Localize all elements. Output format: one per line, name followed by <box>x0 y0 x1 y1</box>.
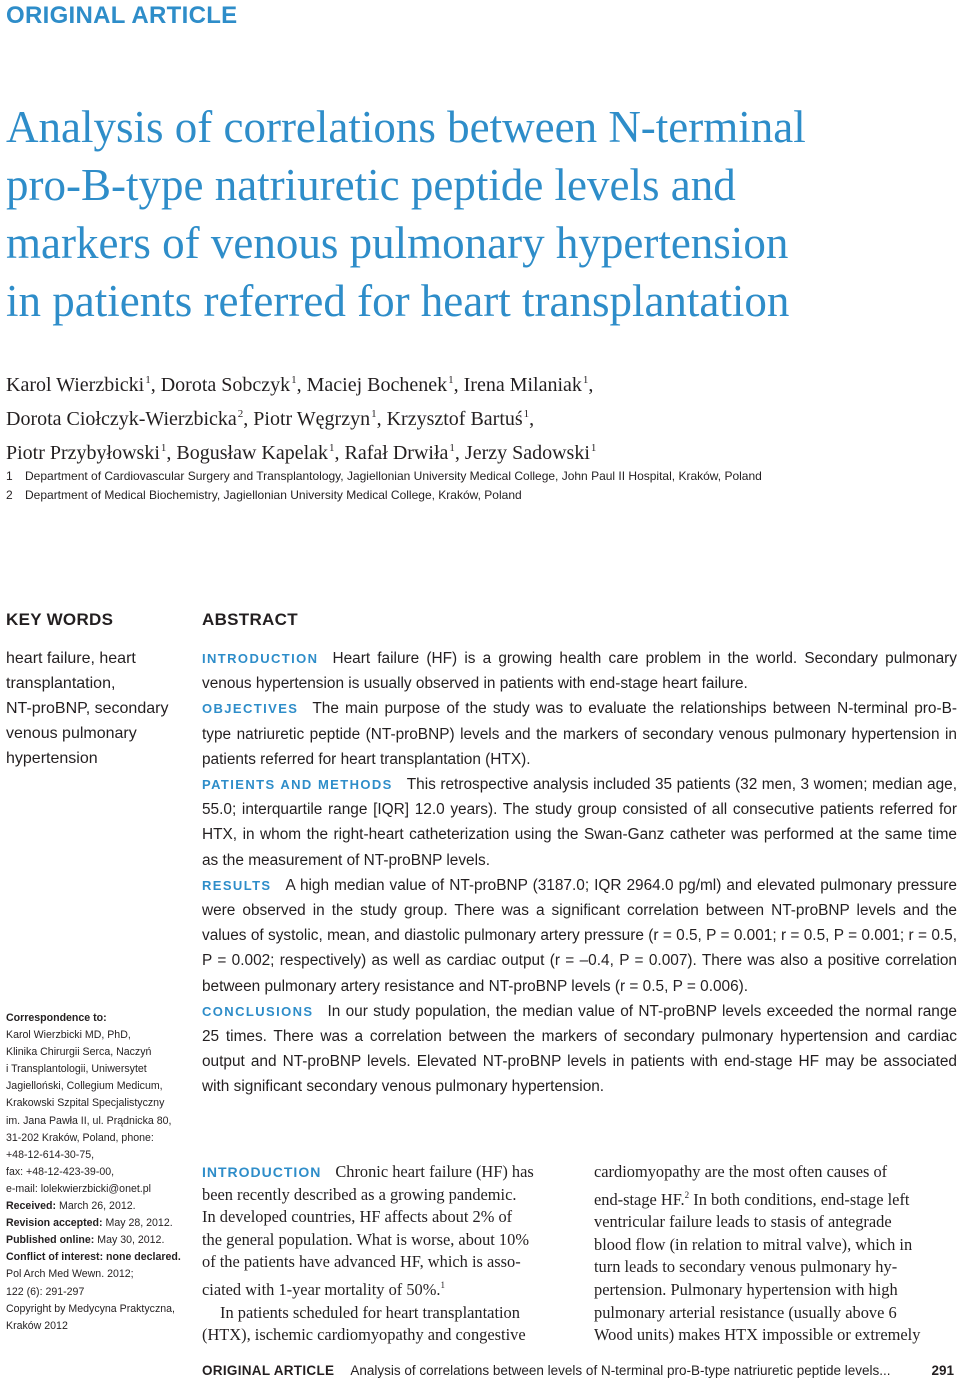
page-footer <box>202 1363 954 1378</box>
correspondence-line: im. Jana Pawła II, ul. Prądnicka 80, <box>6 1114 172 1127</box>
published-label: Published online: <box>6 1234 95 1247</box>
body-line: pertension. Pulmonary hypertension with high <box>594 1279 898 1299</box>
keywords-heading: KEY WORDS <box>6 610 114 629</box>
received-value: March 26, 2012. <box>59 1200 136 1213</box>
affiliation-text: Department of Medical Biochemistry, Jagiellonian University Medical College, Kraków, Poland <box>25 488 522 502</box>
author-name: Maciej Bochenek <box>306 374 448 396</box>
author-affiliation: 1 <box>449 442 455 454</box>
author-name: Karol Wierzbicki <box>6 374 145 396</box>
author-name: Jerzy Sadowski <box>464 442 590 464</box>
body-line: turn leads to secondary venous pulmonary hy- <box>594 1257 898 1277</box>
author-affiliation: 2 <box>237 408 244 420</box>
abstract-section-methods <box>202 772 957 873</box>
page-number: 291 <box>931 1363 954 1378</box>
author-affiliation: 1 <box>291 374 297 386</box>
author-name: Rafał Drwiła <box>344 442 449 464</box>
keyword-line: transplantation, <box>6 675 116 692</box>
abstract-section-text: A high median value of NT-proBNP (3187.0; IQR 2964.0 pg/ml) and elevated pulmonary pressure were observed in the study group. There was a significant correlation between NT-proBNP levels and the values of systolic, mean, and diastolic pulmonary artery pressure (r = 0.5, P = 0.001; r = 0.5, P = 0.001; r = 0.5, P = 0.002; respectively) as well as cardiac output (r = –0.4, P = 0.007). There was also a positive correlation between pulmonary artery resistance and NT-proBNP levels (r = 0.5, P = 0.006). <box>202 876 957 995</box>
body-line: been recently described as a growing pandemic. <box>202 1184 517 1204</box>
abstract-section-label: PATIENTS AND METHODS <box>202 777 393 793</box>
abstract-section-label: INTRODUCTION <box>202 651 319 666</box>
correspondence-email[interactable]: e-mail: lolekwierzbicki@onet.pl <box>6 1182 151 1195</box>
correspondence-line: Klinika Chirurgii Serca, Naczyń <box>6 1046 152 1059</box>
correspondence-line: Krakowski Szpital Specjalistyczny <box>6 1097 165 1110</box>
keywords-list <box>6 646 176 771</box>
reference-marker[interactable]: 2 <box>684 1189 690 1200</box>
body-column-left <box>202 1161 566 1347</box>
affiliation-number: 2 <box>6 488 13 502</box>
body-line: the general population. What is worse, about 10% <box>202 1229 529 1249</box>
abstract-body <box>202 646 957 1100</box>
received-date <box>6 1198 181 1215</box>
published-value: May 30, 2012. <box>97 1234 165 1247</box>
body-line: of the patients have advanced HF, which is asso- <box>202 1252 521 1272</box>
abstract-section-results <box>202 873 957 999</box>
body-line: In patients scheduled for heart transplantation <box>220 1302 520 1322</box>
article-title <box>6 98 946 330</box>
body-text: Chronic heart failure (HF) has <box>335 1162 534 1181</box>
correspondence-heading: Correspondence to: <box>6 1012 107 1024</box>
body-line: (HTX), ischemic cardiomyopathy and congestive <box>202 1325 526 1345</box>
abstract-section-text: Heart failure (HF) is a growing health care problem in the world. Secondary pulmonary venous hypertension is usually observed in patients with end-stage heart failure. <box>202 650 957 693</box>
author-affiliation: 1 <box>582 374 589 386</box>
title-line: pro-B-type natriuretic peptide levels and <box>6 160 736 210</box>
keyword-line: venous pulmonary <box>6 725 137 742</box>
author-name: Dorota Ciołczyk-Wierzbicka <box>6 408 237 430</box>
title-line: markers of venous pulmonary hypertension <box>6 218 789 268</box>
received-label: Received: <box>6 1200 57 1213</box>
affiliation-item <box>6 467 956 486</box>
body-line: blood flow (in relation to mitral valve), which in <box>594 1234 913 1254</box>
body-line <box>202 1161 566 1184</box>
body-text: end-stage HF. <box>594 1189 685 1209</box>
correspondence-line: 31-202 Kraków, Poland, phone: <box>6 1131 154 1144</box>
author-affiliation: 1 <box>371 408 377 420</box>
author-affiliation: 1 <box>160 442 167 454</box>
affiliation-item <box>6 486 956 505</box>
keyword-line: heart failure, heart <box>6 650 136 667</box>
correspondence-line: +48-12-614-30-75, <box>6 1148 95 1161</box>
abstract-section-objectives <box>202 696 957 772</box>
author-name: Dorota Sobczyk <box>160 374 291 396</box>
abstract-section-text: The main purpose of the study was to evaluate the relationships between N-terminal pro-B-type natriuretic peptide (NT-proBNP) levels and the markers of secondary venous pulmonary hypertension in patients referred for heart transplantation (HTX). <box>202 700 957 768</box>
body-line: Wood units) makes HTX impossible or extremely <box>594 1325 921 1345</box>
keyword-line: NT-proBNP, secondary <box>6 700 169 717</box>
abstract-section-label: CONCLUSIONS <box>202 1003 314 1019</box>
body-column-right <box>594 1161 958 1347</box>
author-line: Dorota Ciołczyk-Wierzbicka$^2$, Piotr Węgrzyn$^1$, Krzysztof Bartuś$^1$, <box>6 408 535 430</box>
section-label: ORIGINAL ARTICLE <box>6 2 238 29</box>
author-name: Krzysztof Bartuś <box>386 408 523 430</box>
author-name: Bogusław Kapelak <box>176 442 329 464</box>
body-line: pulmonary arterial resistance (usually above 6 <box>594 1302 897 1322</box>
author-affiliation: 1 <box>448 374 454 386</box>
affiliation-text: Department of Cardiovascular Surgery and Transplantology, Jagiellonian University Medical College, John Paul II Hospital, Kraków, Poland <box>25 469 762 483</box>
citation-line: Pol Arch Med Wewn. 2012; <box>6 1268 134 1281</box>
conflict-statement: Conflict of interest: none declared. <box>6 1251 181 1264</box>
keyword-line: hypertension <box>6 750 98 767</box>
author-affiliation: 1 <box>590 442 597 454</box>
title-line: in patients referred for heart transplantation <box>6 276 790 326</box>
title-line: Analysis of correlations between N-terminal <box>6 102 806 152</box>
revision-label: Revision accepted: <box>6 1217 103 1230</box>
copyright-line: Kraków 2012 <box>6 1319 68 1332</box>
author-affiliation: 1 <box>145 374 151 386</box>
author-name: Irena Milaniak <box>463 374 582 396</box>
author-affiliation: 1 <box>329 442 335 454</box>
abstract-section-conclusions <box>202 999 957 1100</box>
correspondence-box <box>6 1010 181 1335</box>
author-line: Karol Wierzbicki$^1$, Dorota Sobczyk$^1$, Maciej Bochenek$^1$, Irena Milaniak$^1$, <box>6 374 594 396</box>
abstract-section-text: In our study population, the median value of NT-proBNP levels exceeded the normal range 25 times. There was a correlation between the markers of secondary pulmonary hypertension and cardiac output and NT-proBNP levels. Elevated NT-proBNP levels in patients with end-stage HF may be associated with significant secondary venous pulmonary hypertension. <box>202 1002 957 1096</box>
revision-date <box>6 1215 181 1232</box>
footer-section-label: ORIGINAL ARTICLE <box>202 1363 335 1378</box>
correspondence-line: Karol Wierzbicki MD, PhD, <box>6 1029 131 1042</box>
body-line: In developed countries, HF affects about 2% of <box>202 1207 513 1227</box>
body-line <box>594 1184 958 1212</box>
abstract-section-text: This retrospective analysis included 35 patients (32 men, 3 women; median age, 55.0; interquartile range [IQR] 12.0 years). The study group consisted of all consecutive patients referred for HTX, in whom the right-heart catheterization using the Swan-Ganz catheter was performed at the same time as the measurement of NT-proBNP levels. <box>202 776 957 869</box>
author-list <box>6 366 946 468</box>
correspondence-line: fax: +48-12-423-39-00, <box>6 1165 115 1178</box>
copyright-line: Copyright by Medycyna Praktyczna, <box>6 1302 175 1315</box>
correspondence-line: i Transplantologii, Uniwersytet <box>6 1063 147 1076</box>
body-text: In both conditions, end-stage left <box>689 1189 910 1209</box>
citation-line: 122 (6): 291-297 <box>6 1285 85 1298</box>
author-affiliation: 1 <box>523 408 530 420</box>
abstract-heading: ABSTRACT <box>202 610 298 629</box>
body-line: ventricular failure leads to stasis of antegrade <box>594 1212 892 1232</box>
body-line <box>202 1274 566 1302</box>
affiliations <box>6 467 956 505</box>
body-line: cardiomyopathy are the most often causes of <box>594 1162 888 1181</box>
author-name: Piotr Węgrzyn <box>253 408 371 430</box>
abstract-section-label: RESULTS <box>202 877 272 893</box>
footer-running-title: Analysis of correlations between levels of N-terminal pro-B-type natriuretic peptide levels... <box>350 1363 891 1378</box>
body-text: ciated with 1-year mortality of 50%. <box>202 1279 441 1299</box>
abstract-section-label: OBJECTIVES <box>202 701 299 717</box>
correspondence-line: Jagielloński, Collegium Medicum, <box>6 1080 163 1093</box>
author-name: Piotr Przybyłowski <box>6 442 160 464</box>
revision-value: May 28, 2012. <box>105 1217 173 1230</box>
abstract-section-introduction <box>202 646 957 696</box>
author-line: Piotr Przybyłowski$^1$, Bogusław Kapelak$^1$, Rafał Drwiła$^1$, Jerzy Sadowski$^1$ <box>6 442 597 464</box>
introduction-label: INTRODUCTION <box>202 1164 322 1180</box>
affiliation-number: 1 <box>6 469 13 483</box>
reference-marker[interactable]: 1 <box>440 1279 445 1290</box>
published-date <box>6 1232 181 1249</box>
